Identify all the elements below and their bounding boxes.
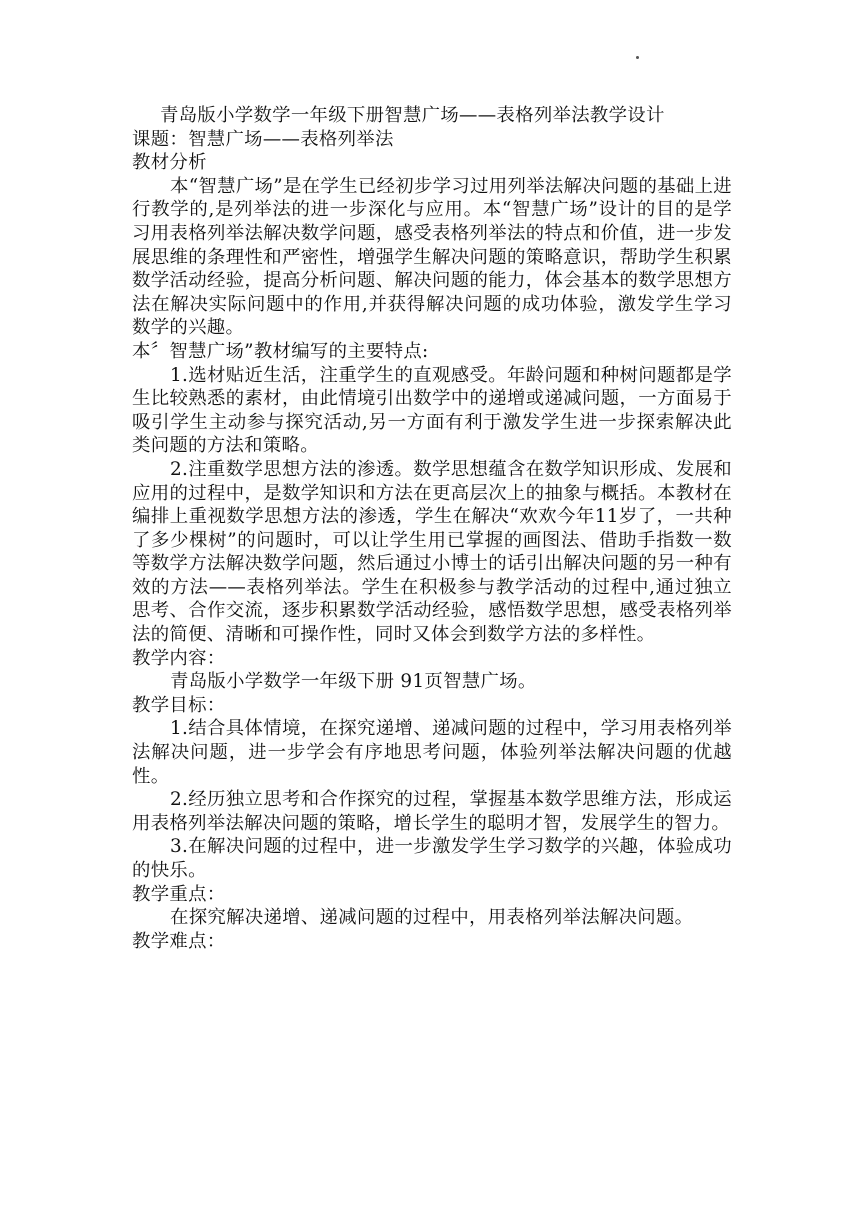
document-body — [132, 104, 732, 953]
section-heading-features: 本〞智慧广场”教材编写的主要特点: — [132, 340, 429, 362]
section-heading-key-points: 教学重点： — [132, 883, 226, 905]
paragraph-feature-1: 1.选材贴近生活，注重学生的直观感受。年龄问题和种树问题都是学生比较熟悉的素材，由此情境引出数学中的递增或递减问题，一方面易于吸引学生主动参与探究活动,另一方面有利于激发学生进一步探索解决此类问题的方法和策略。 — [132, 364, 732, 457]
section-heading-objectives: 教学目标： — [132, 694, 226, 716]
section-heading-material-analysis: 教材分析 — [132, 152, 207, 174]
lesson-topic: 课题：智慧广场——表格列举法 — [132, 128, 394, 150]
paragraph-objective-3: 3.在解决问题的过程中，进一步激发学生学习数学的兴趣，体验成功的快乐。 — [132, 836, 732, 881]
paragraph-feature-2: 2.注重数学思想方法的渗透。数学思想蕴含在数学知识形成、发展和应用的过程中，是数学知识和方法在更高层次上的抽象与概括。本教材在编排上重视数学思想方法的渗透，学生在解决“欢欢今年11岁了，一共种了多少棵树”的问题时，可以让学生用已掌握的画图法、借助手指数一数等数学方法解决数学问题，然后通过小博士的话引出解决问题的另一种有效的方法——表格列举法。学生在积极参与教学活动的过程中,通过独立思考、合作交流，逐步积累数学活动经验，感悟数学思想，感受表格列举法的简便、清晰和可操作性，同时又体会到数学方法的多样性。 — [132, 458, 732, 646]
document-title: 青岛版小学数学一年级下册智慧广场——表格列举法教学设计 — [160, 105, 665, 126]
paragraph-key-points: 在探究解决递增、递减问题的过程中，用表格列举法解决问题。 — [170, 907, 694, 929]
section-heading-difficulties: 教学难点： — [132, 930, 226, 952]
paragraph-content: 青岛版小学数学一年级下册 91页智慧广场。 — [170, 671, 537, 693]
paragraph-material-analysis: 本“智慧广场”是在学生已经初步学习过用列举法解决问题的基础上进行教学的,是列举法的进一步深化与应用。本“智慧广场”设计的目的是学习用表格列举法解决数学问题，感受表格列举法的特点和价值，进一步发展思维的条理性和严密性，增强学生解决问题的策略意识，帮助学生积累数学活动经验，提高分析问题、解决问题的能力，体会基本的数学思想方法在解决实际问题中的作用,并获得解决问题的成功体验，激发学生学习数学的兴趣。 — [132, 175, 732, 339]
paragraph-objective-2: 2.经历独立思考和合作探究的过程，掌握基本数学思维方法，形成运用表格列举法解决问题的策略，增长学生的聪明才智，发展学生的智力。 — [132, 789, 732, 834]
section-heading-content: 教学内容： — [132, 647, 226, 669]
page-mark-dot — [636, 56, 639, 59]
paragraph-objective-1: 1.结合具体情境，在探究递增、递减问题的过程中，学习用表格列举法解决问题，进一步学会有序地思考问题，体验列举法解决问题的优越性。 — [132, 718, 732, 787]
